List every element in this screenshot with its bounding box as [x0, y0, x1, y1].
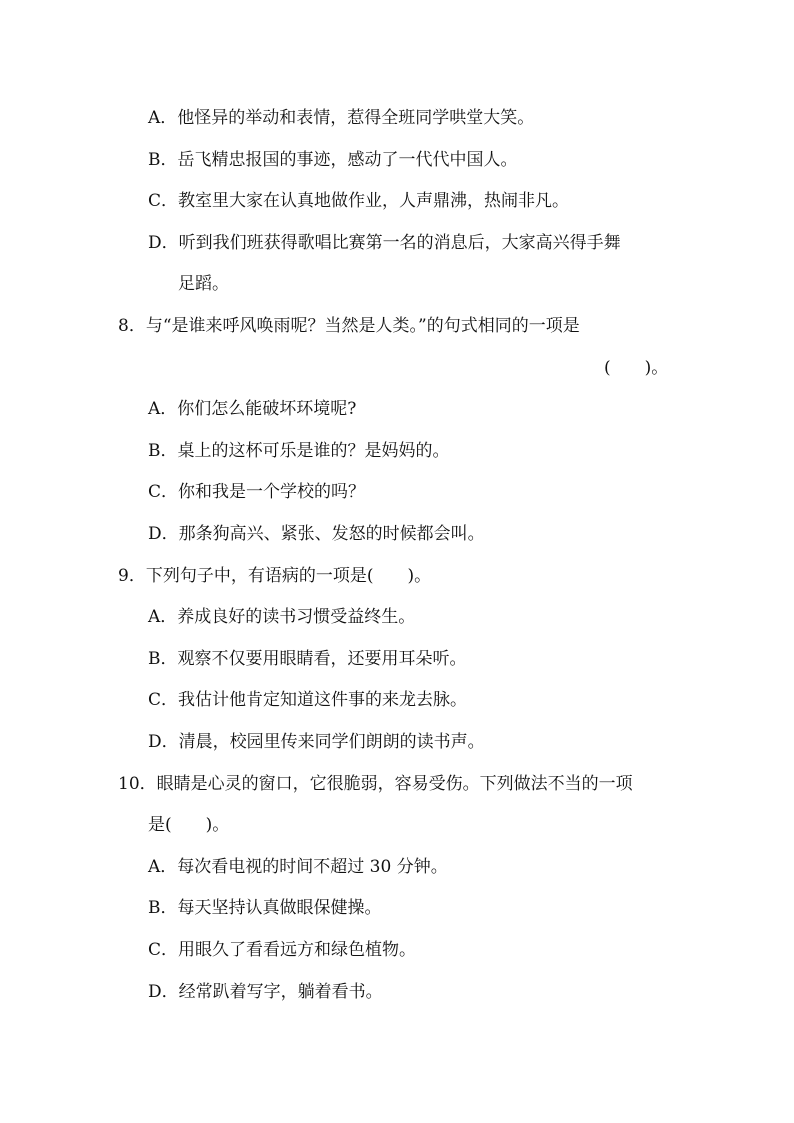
question-8-option-c: C．你和我是一个学校的吗？	[148, 482, 366, 502]
question-10-option-c: C．用眼久了看看远方和绿色植物。	[148, 940, 417, 960]
question-10-option-b: B．每天坚持认真做眼保健操。	[148, 898, 382, 918]
question-9-option-d: D．清晨，校园里传来同学们朗朗的读书声。	[148, 732, 485, 752]
prev-option-b: B．岳飞精忠报国的事迹，感动了一代代中国人。	[148, 150, 518, 170]
question-10-stem: 10．眼睛是心灵的窗口，它很脆弱，容易受伤。下列做法不当的一项	[118, 774, 633, 794]
question-10-option-d: D．经常趴着写字，躺着看书。	[148, 982, 383, 1002]
question-8-answer-bracket: ( )。	[604, 358, 669, 378]
prev-option-d-continuation: 足蹈。	[178, 274, 229, 294]
prev-option-a: A．他怪异的举动和表情，惹得全班同学哄堂大笑。	[148, 108, 535, 128]
question-9-option-b: B．观察不仅要用眼睛看，还要用耳朵听。	[148, 649, 467, 669]
question-8-option-d: D．那条狗高兴、紧张、发怒的时候都会叫。	[148, 524, 485, 544]
question-8-option-a: A．你们怎么能破坏环境呢?	[148, 399, 357, 419]
question-9-stem: 9．下列句子中，有语病的一项是( )。	[118, 566, 432, 586]
question-9-option-c: C．我估计他肯定知道这件事的来龙去脉。	[148, 690, 468, 710]
question-10-option-a: A．每次看电视的时间不超过 30 分钟。	[148, 857, 448, 877]
question-10-stem-continuation: 是( )。	[148, 815, 230, 835]
prev-option-c: C．教室里大家在认真地做作业，人声鼎沸，热闹非凡。	[148, 191, 570, 211]
question-8-stem: 8．与“是谁来呼风唤雨呢？当然是人类。”的句式相同的一项是	[118, 316, 580, 336]
prev-option-d: D．听到我们班获得歌唱比赛第一名的消息后，大家高兴得手舞	[148, 233, 621, 253]
question-9-option-a: A．养成良好的读书习惯受益终生。	[148, 607, 416, 627]
question-8-option-b: B．桌上的这杯可乐是谁的？是妈妈的。	[148, 441, 450, 461]
